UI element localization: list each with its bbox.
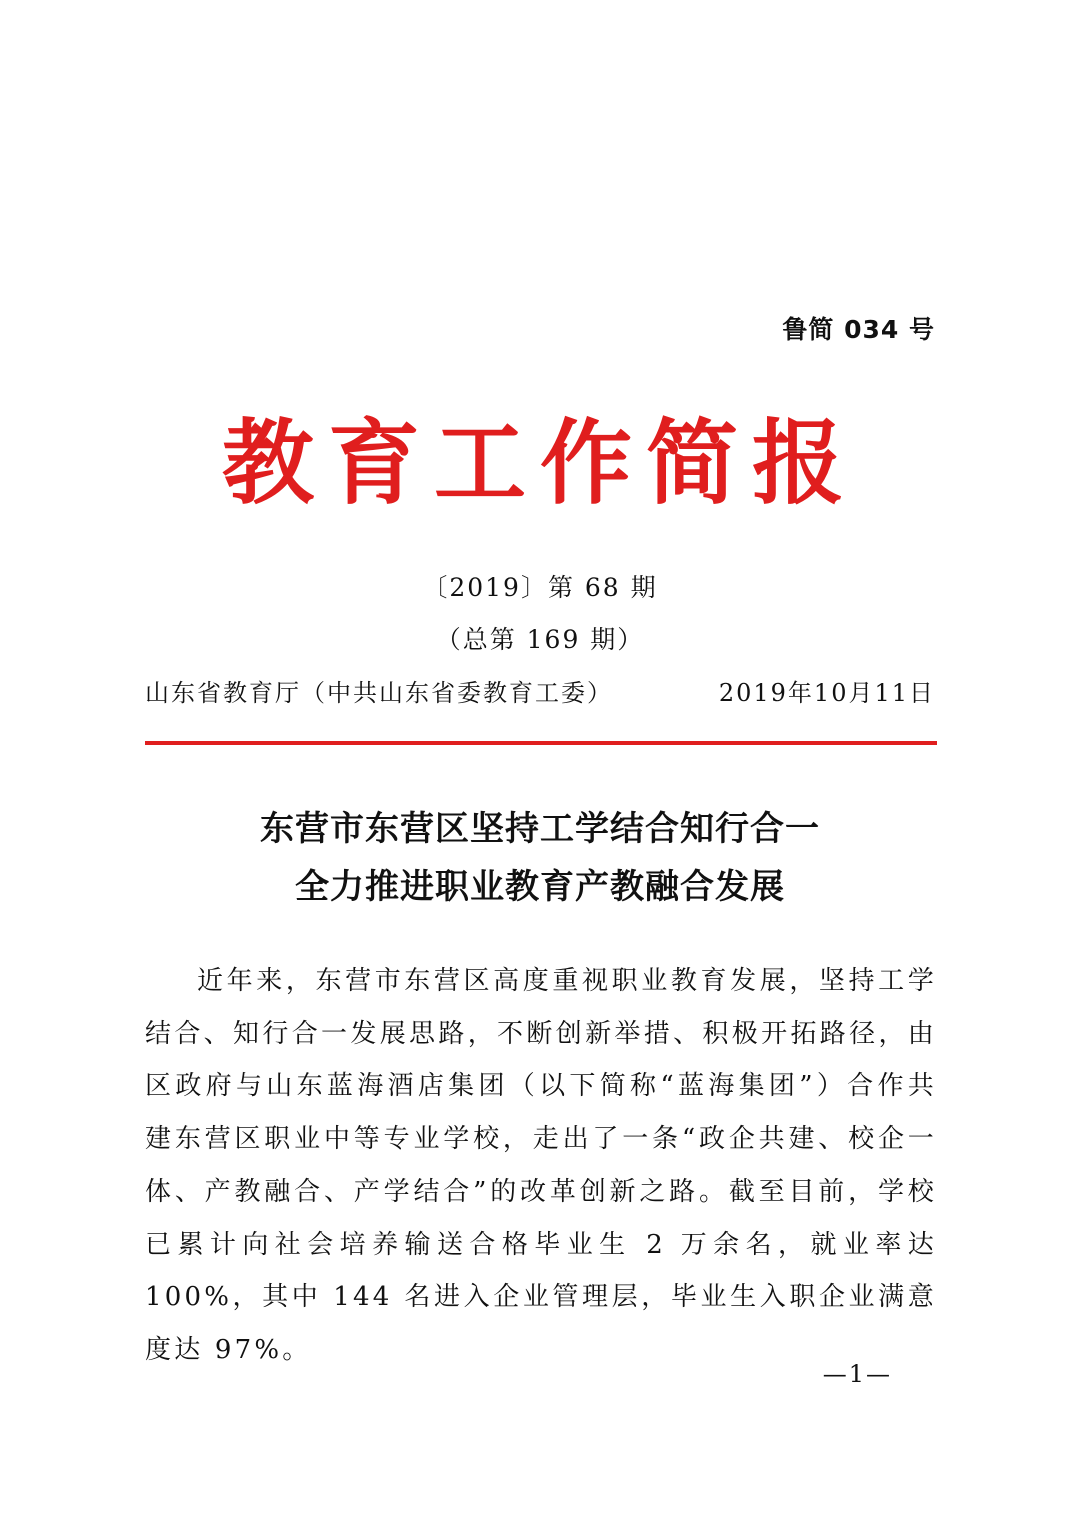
article-title-line-2: 全力推进职业教育产教融合发展	[295, 867, 785, 907]
article-title	[0, 800, 1080, 916]
issue-number: 〔2019〕第 68 期	[422, 573, 658, 602]
document-code: 鲁简 034 号	[782, 315, 935, 344]
article-title-line-1: 东营市东营区坚持工学结合知行合一	[260, 809, 820, 849]
issuer-name: 山东省教育厅（中共山东省委教育工委）	[145, 679, 613, 707]
article-paragraph: 近年来，东营市东营区高度重视职业教育发展，坚持工学结合、知行合一发展思路，不断创新举措、积极开拓路径，由区政府与山东蓝海酒店集团（以下简称“蓝海集团”）合作共建东营区职业中等专业学校，走出了一条“政企共建、校企一体、产教融合、产学结合”的改革创新之路。截至目前，学校已累计向社会培养输送合格毕业生 2 万余名，就业率达 100%，其中 144 名进入企业管理层，毕业生入职企业满意度达 97%。	[145, 966, 937, 1365]
issue-total-number: （总第 169 期）	[435, 625, 645, 654]
page-number: —1—	[822, 1360, 892, 1388]
red-divider	[145, 741, 937, 745]
issuer-row	[145, 673, 935, 708]
issue-date: 2019年10月11日	[718, 679, 935, 707]
masthead-title: 教育工作简报	[221, 409, 858, 517]
